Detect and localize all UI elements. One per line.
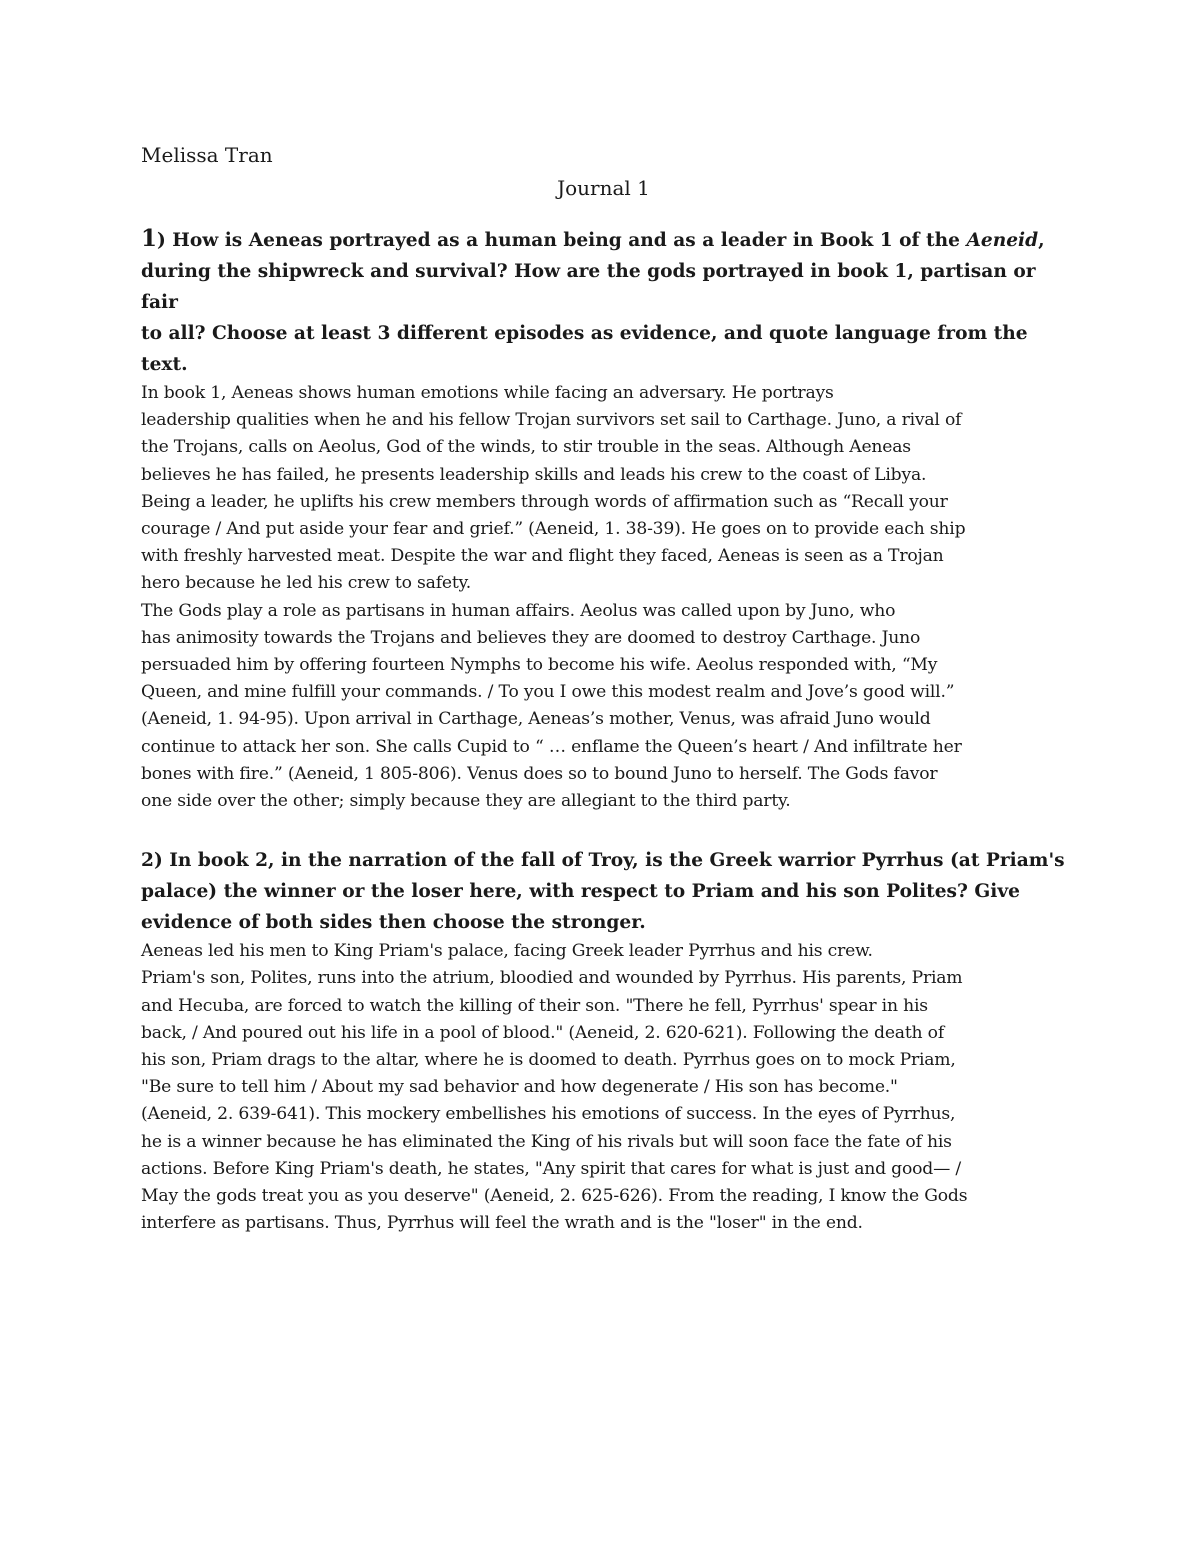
question-1-text-post: , during the shipwreck and survival? How are the gods portrayed in book 1, partisan or fair to all? Choose at least 3 different episodes as evidence, and quote language from the text.: [141, 230, 1045, 375]
document-page: [141, 140, 1066, 1237]
question-2-text-pre: ) In book 2, in the narration of the fall of Troy, is the Greek warrior Pyrrhus (at Priam's palace) the winner or the loser here, with respect to Priam and his son Polites? Give evidence of both sides then choose the stronger.: [141, 850, 1065, 934]
answer-1-paragraph-2: The Gods play a role as partisans in human affairs. Aeolus was called upon by Juno, who has animosity towards the Trojans and believes they are doomed to destroy Carthage. Juno persuaded him by offering fourteen Nymphs to become his wife. Aeolus responded with, “My Queen, and mine fulfill your commands. / To you I owe this modest realm and Jove’s good will.” (Aeneid, 1. 94-95). Upon arrival in Carthage, Aeneas’s mother, Venus, was afraid Juno would continue to attack her son. She calls Cupid to “ … enflame the Queen’s heart / And infiltrate her bones with fire.” (Aeneid, 1 805-806). Venus does so to bound Juno to herself. The Gods favor one side over the other; simply because they are allegiant to the third party.: [141, 600, 962, 812]
question-1-text-italic: Aeneid: [966, 230, 1039, 251]
document-title: Journal 1: [557, 176, 650, 200]
author-name: Melissa Tran: [141, 143, 273, 167]
answer-1-paragraph-1: In book 1, Aeneas shows human emotions while facing an adversary. He portrays leadership qualities when he and his fellow Trojan survivors set sail to Carthage. Juno, a rival of the Trojans, calls on Aeolus, God of the winds, to stir trouble in the seas. Although Aeneas believes he has failed, he presents leadership skills and leads his crew to the coast of Libya. Being a leader, he uplifts his crew members through words of affirmation such as “Recall your courage / And put aside your fear and grief.” (Aeneid, 1. 38-39). He goes on to provide each ship with freshly harvested meat. Despite the war and flight they faced, Aeneas is seen as a Trojan hero because he led his crew to safety.: [141, 383, 966, 594]
question-1-text-pre: ) How is Aeneas portrayed as a human being and as a leader in Book 1 of the: [157, 230, 967, 251]
question-2-number: 2: [141, 850, 154, 872]
question-1: [141, 223, 1066, 380]
section-spacer: [141, 815, 1066, 845]
answer-2-paragraph-1: Aeneas led his men to King Priam's palace, facing Greek leader Pyrrhus and his crew. Priam's son, Polites, runs into the atrium, bloodied and wounded by Pyrrhus. His parents, Priam and Hecuba, are forced to watch the killing of their son. "There he fell, Pyrrhus' spear in his back, / And poured out his life in a pool of blood." (Aeneid, 2. 620-621). Following the death of his son, Priam drags to the altar, where he is doomed to death. Pyrrhus goes on to mock Priam, "Be sure to tell him / About my sad behavior and how degenerate / His son has become." (Aeneid, 2. 639-641). This mockery embellishes his emotions of success. In the eyes of Pyrrhus, he is a winner because he has eliminated the King of his rivals but will soon face the fate of his actions. Before King Priam's death, he states, "Any spirit that cares for what is just and good— / May the gods treat you as you deserve" (Aeneid, 2. 625-626). From the reading, I know the Gods interfere as partisans. Thus, Pyrrhus will feel the wrath and is the "loser" in the end.: [141, 941, 968, 1234]
question-1-number: 1: [141, 225, 158, 252]
question-2: [141, 845, 1066, 938]
